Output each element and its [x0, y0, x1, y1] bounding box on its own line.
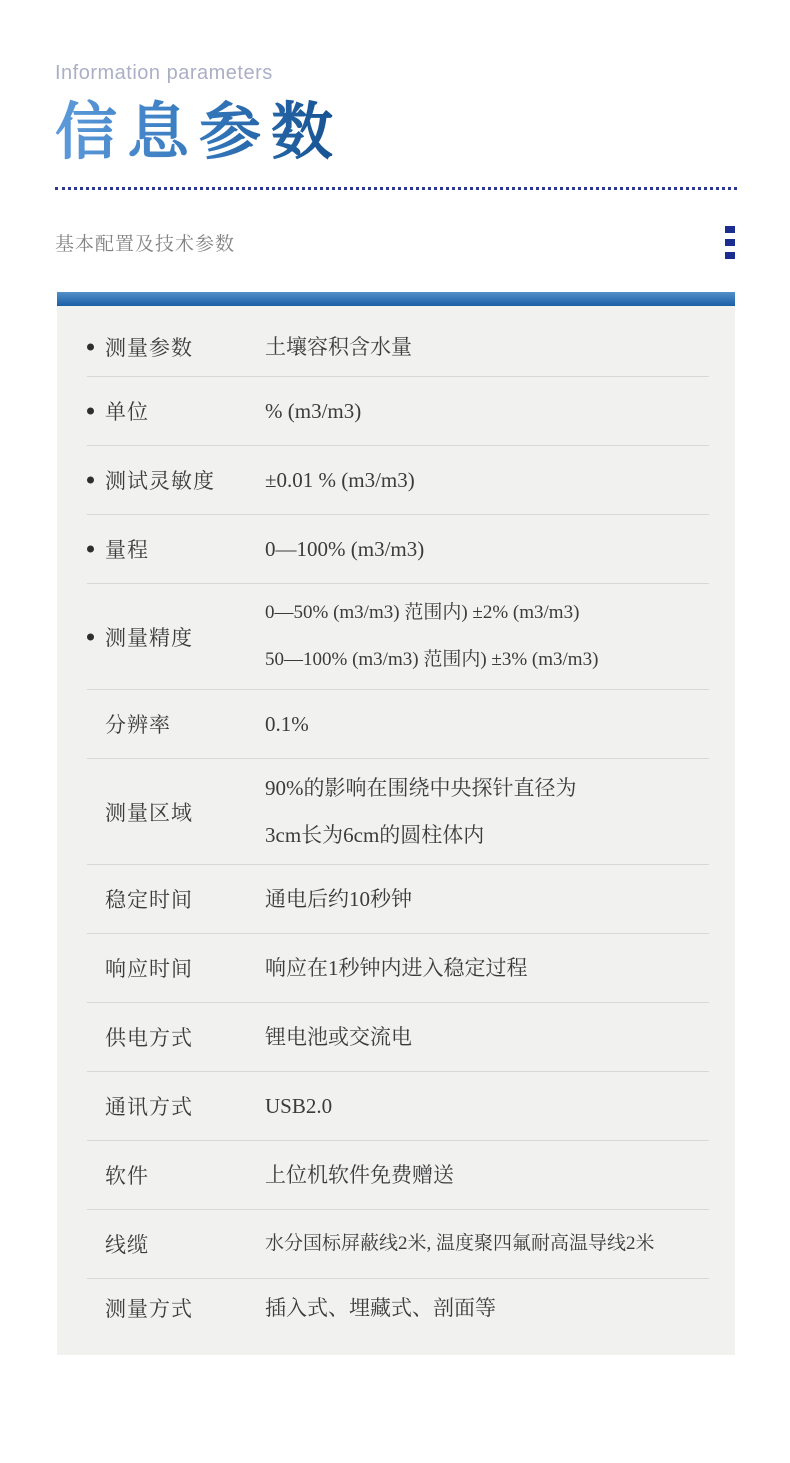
row-value [265, 1229, 709, 1259]
row-label: 测量精度 [87, 622, 265, 652]
row-value-line: USB2.0 [265, 1094, 333, 1118]
table-row [87, 584, 709, 690]
row-label: 测量参数 [87, 332, 265, 362]
eyebrow-text: Information parameters [55, 62, 273, 84]
row-label: 量程 [87, 534, 265, 564]
row-value [265, 1091, 709, 1121]
dot-icon [725, 252, 735, 259]
dot-icon [725, 226, 735, 233]
table-row [87, 759, 709, 865]
table-row [87, 306, 709, 377]
row-value [265, 534, 709, 564]
table-row [87, 690, 709, 759]
table-row [87, 1141, 709, 1210]
dotted-divider [55, 187, 737, 190]
table-row [87, 515, 709, 584]
row-label: 稳定时间 [105, 888, 193, 912]
row-label: 测量方式 [105, 1297, 193, 1321]
row-value [265, 773, 709, 850]
table-row [87, 1072, 709, 1141]
row-label: 软件 [105, 1164, 149, 1188]
table-row [87, 934, 709, 1003]
table-top-bar [57, 292, 735, 306]
row-label: 测量区域 [105, 800, 193, 825]
row-value-line: 0.1% [265, 712, 309, 736]
row-value [265, 884, 709, 914]
row-value-line: % (m3/m3) [265, 399, 362, 423]
spec-table-body [57, 306, 735, 1355]
row-value-line: 0—50% (m3/m3) 范围内) ±2% (m3/m3) [265, 602, 580, 623]
spec-table [57, 292, 735, 1355]
row-value-line: 0—100% (m3/m3) [265, 537, 425, 561]
row-value-line: 土壤容积含水量 [265, 335, 412, 359]
row-label: 通讯方式 [105, 1095, 193, 1119]
row-value [265, 465, 709, 495]
row-value-line: 插入式、埋藏式、剖面等 [265, 1296, 496, 1320]
row-value-line: 通电后约10秒钟 [265, 887, 412, 911]
row-value [265, 1022, 709, 1052]
row-value-line: 50—100% (m3/m3) 范围内) ±3% (m3/m3) [265, 649, 599, 670]
row-value [265, 1160, 709, 1190]
table-row [87, 1003, 709, 1072]
row-value-line: 上位机软件免费赠送 [265, 1163, 454, 1187]
section-header [55, 226, 737, 259]
table-row [87, 1210, 709, 1279]
dot-icon [725, 239, 735, 246]
row-value-line: ±0.01 % (m3/m3) [265, 468, 415, 492]
row-label: 单位 [87, 396, 265, 426]
row-value-line: 响应在1秒钟内进入稳定过程 [265, 956, 528, 980]
row-value [265, 953, 709, 983]
row-label: 分辨率 [105, 713, 171, 737]
vertical-dots-icon [725, 226, 737, 259]
page-title: 信息参数 [55, 99, 344, 167]
row-value [265, 396, 709, 426]
table-row [87, 446, 709, 515]
row-label: 响应时间 [105, 957, 193, 981]
row-label: 测试灵敏度 [87, 465, 265, 495]
row-value [265, 332, 709, 362]
row-value [265, 598, 709, 675]
table-row [87, 865, 709, 934]
row-value-line: 90%的影响在围绕中央探针直径为 [265, 776, 577, 800]
row-value-line: 水分国标屏蔽线2米, 温度聚四氟耐高温导线2米 [265, 1233, 655, 1254]
row-value-line: 3cm长为6cm的圆柱体内 [265, 823, 485, 847]
row-value-line: 锂电池或交流电 [265, 1025, 412, 1049]
section-title: 基本配置及技术参数 [55, 234, 236, 255]
row-label: 供电方式 [105, 1026, 193, 1050]
table-row [87, 377, 709, 446]
row-value [265, 709, 709, 739]
row-label: 线缆 [105, 1233, 149, 1257]
table-row [87, 1279, 709, 1355]
row-value [265, 1293, 709, 1323]
